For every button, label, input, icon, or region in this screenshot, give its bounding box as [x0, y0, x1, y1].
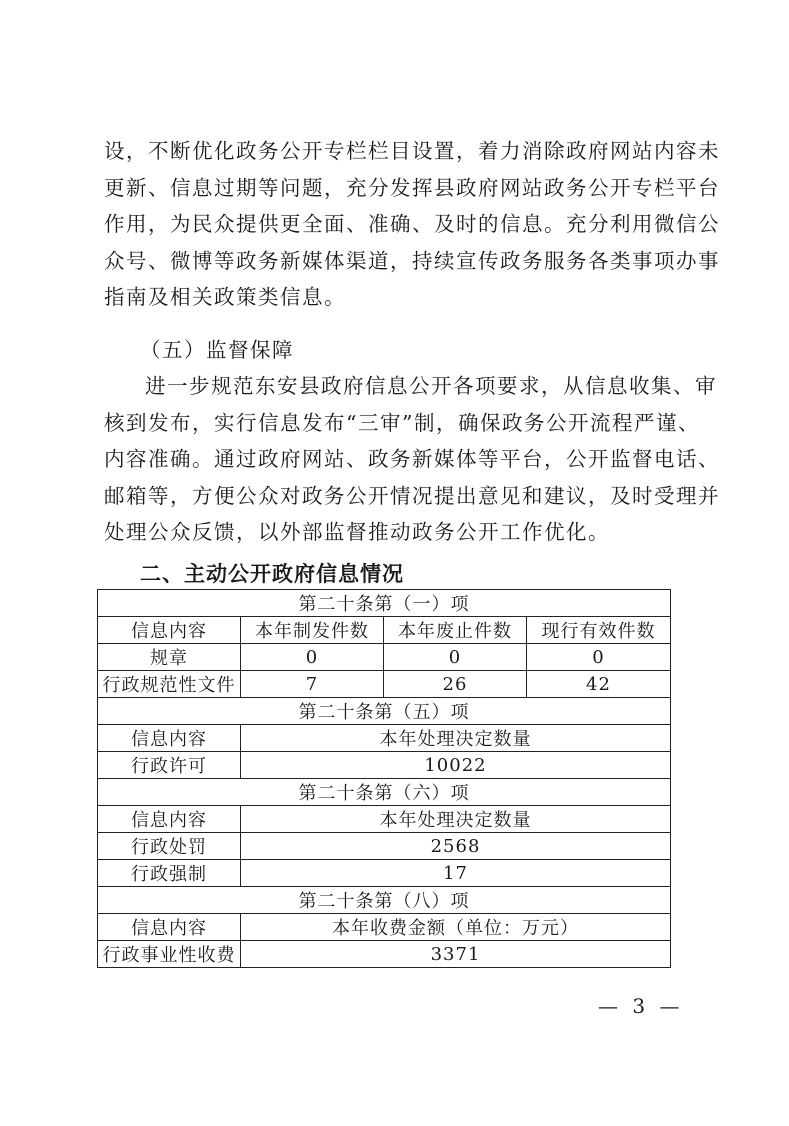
paragraph-publicity-channels: [104, 133, 720, 316]
subheading-supervision: （五）监督保障: [140, 338, 294, 362]
table-cell: 26: [384, 671, 527, 698]
table-row: [98, 752, 671, 779]
page-number: — 3 —: [598, 994, 684, 1018]
article-title: 第二十条第（一）项: [98, 590, 671, 617]
table-header-row: [98, 617, 671, 644]
table-cell: 2568: [241, 833, 671, 860]
table-header-row: [98, 725, 671, 752]
table-cell: 17: [241, 860, 671, 887]
table-header-row: [98, 914, 671, 941]
row-label: 行政事业性收费: [98, 941, 241, 968]
text-line: 众号、微博等政务新媒体渠道，持续宣传政务服务各类事项办事: [104, 248, 720, 273]
table-cell: 0: [527, 644, 671, 671]
table-row: [98, 860, 671, 887]
column-header: 信息内容: [98, 806, 241, 833]
table-section-row: [98, 779, 671, 806]
text-line: 设，不断优化政务公开专栏栏目设置，着力消除政府网站内容未: [104, 139, 720, 163]
table-row: [98, 833, 671, 860]
table-cell: 0: [384, 644, 527, 671]
row-label: 行政处罚: [98, 833, 241, 860]
row-label: 规章: [98, 644, 241, 671]
column-header: 信息内容: [98, 725, 241, 752]
table-cell: 42: [527, 671, 671, 698]
column-header: 现行有效件数: [527, 617, 671, 644]
table-section-row: [98, 698, 671, 725]
text-line: 核到发布，实行信息发布“三审”制，确保政务公开流程严谨、: [104, 410, 700, 435]
text-line: 邮箱等，方便公众对政务公开情况提出意见和建议，及时受理并: [104, 483, 720, 508]
text-line: 处理公众反馈，以外部监督推动政务公开工作优化。: [104, 520, 610, 544]
column-header: 信息内容: [98, 617, 241, 644]
text-line: 指南及相关政策类信息。: [104, 285, 346, 309]
section-title: 二、主动公开政府信息情况: [140, 562, 404, 586]
column-header: 信息内容: [98, 914, 241, 941]
row-label: 行政规范性文件: [98, 671, 241, 698]
paragraph-supervision: [104, 368, 720, 551]
text-line: 作用，为民众提供更全面、准确、及时的信息。充分利用微信公: [104, 212, 720, 236]
table-cell: 0: [241, 644, 384, 671]
text-line: 进一步规范东安县政府信息公开各项要求，从信息收集、审: [145, 374, 717, 398]
column-header: 本年处理决定数量: [241, 725, 671, 752]
row-label: 行政强制: [98, 860, 241, 887]
table-cell: 10022: [241, 752, 671, 779]
article-title: 第二十条第（八）项: [98, 887, 671, 914]
column-header: 本年废止件数: [384, 617, 527, 644]
table-row: [98, 644, 671, 671]
row-label: 行政许可: [98, 752, 241, 779]
column-header: 本年制发件数: [241, 617, 384, 644]
table-row: [98, 671, 671, 698]
table-row: [98, 941, 671, 968]
text-line: 更新、信息过期等问题，充分发挥县政府网站政务公开专栏平台: [104, 175, 720, 200]
article-title: 第二十条第（五）项: [98, 698, 671, 725]
table-cell: 7: [241, 671, 384, 698]
text-line: 内容准确。通过政府网站、政务新媒体等平台，公开监督电话、: [104, 447, 720, 471]
table-section-row: [98, 887, 671, 914]
table-section-row: [98, 590, 671, 617]
column-header: 本年收费金额（单位：万元）: [241, 914, 671, 941]
info-disclosure-table: [97, 589, 671, 968]
table-cell: 3371: [241, 941, 671, 968]
table-header-row: [98, 806, 671, 833]
article-title: 第二十条第（六）项: [98, 779, 671, 806]
column-header: 本年处理决定数量: [241, 806, 671, 833]
